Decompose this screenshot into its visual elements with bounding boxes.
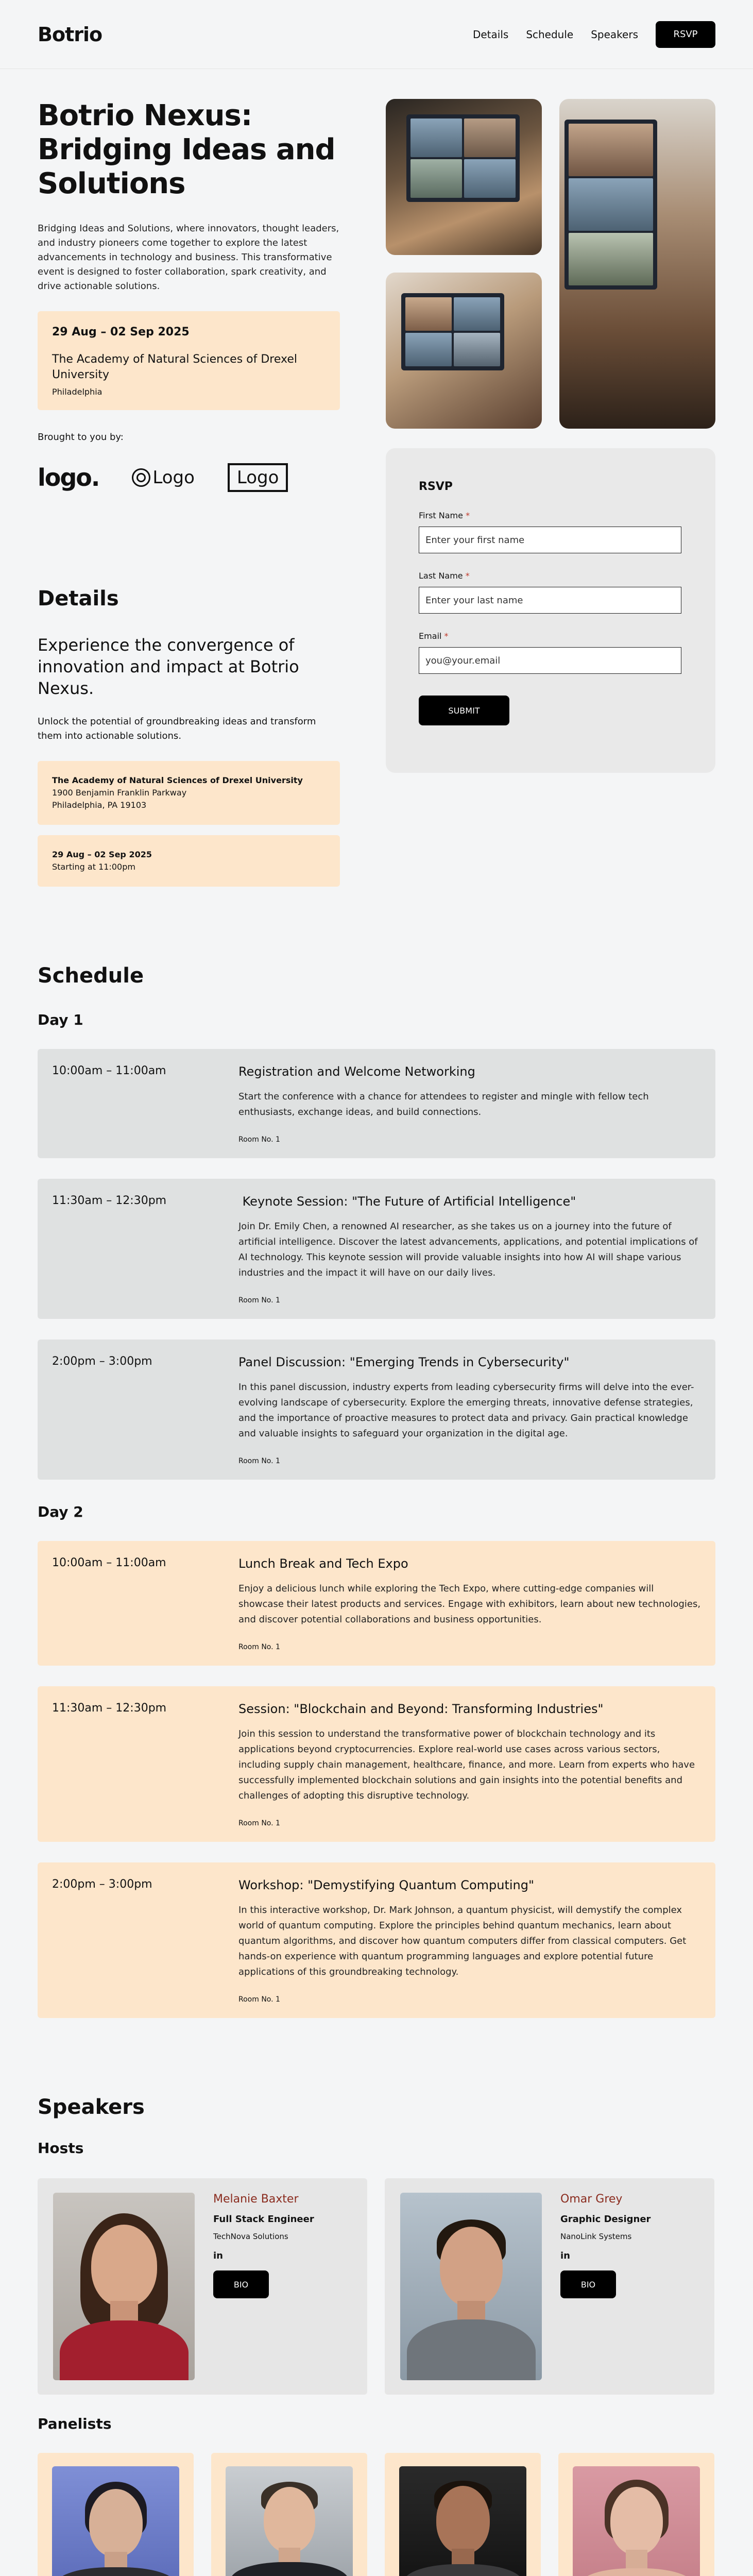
email-label: Email * [419, 631, 449, 641]
schedule-section [0, 964, 753, 2018]
schedule-session [38, 1686, 715, 1842]
session-time: 2:00pm – 3:00pm [52, 1878, 152, 1891]
email-input[interactable] [419, 647, 681, 674]
main-nav [473, 21, 715, 48]
schedule-session [38, 1862, 715, 2018]
speaker-name[interactable]: Omar Grey [560, 2193, 623, 2206]
session-time: 10:00am – 11:00am [52, 1556, 166, 1569]
hosts-title: Hosts [38, 2140, 84, 2157]
panelist-card [38, 2453, 194, 2576]
session-title: Registration and Welcome Networking [238, 1064, 475, 1079]
schedule-session [38, 1179, 715, 1319]
session-time: 11:30am – 12:30pm [52, 1702, 167, 1715]
venue-address-line-2: Philadelphia, PA 19103 [52, 800, 147, 810]
event-date-card [38, 311, 340, 410]
session-room: Room No. 1 [238, 1136, 280, 1144]
rsvp-form-title: RSVP [419, 480, 453, 493]
event-venue: The Academy of Natural Sciences of Drexel University [52, 353, 298, 381]
venue-address-line-1: 1900 Benjamin Franklin Parkway [52, 788, 187, 798]
session-title: Keynote Session: "The Future of Artificial Intelligence" [238, 1194, 576, 1209]
session-title: Workshop: "Demystifying Quantum Computing" [238, 1878, 535, 1892]
session-room: Room No. 1 [238, 1643, 280, 1651]
video-call-photo-1 [386, 99, 542, 255]
hero-right-column [386, 99, 715, 887]
video-call-photo-2 [386, 273, 542, 429]
sponsor-logo-3: Logo [228, 463, 288, 492]
venue-card [38, 761, 340, 825]
speaker-photo [573, 2466, 700, 2576]
session-room: Room No. 1 [238, 1819, 280, 1827]
brand-logo[interactable]: Botrio [38, 23, 102, 46]
speaker-photo [399, 2466, 526, 2576]
hosts-list [38, 2178, 715, 2395]
sponsor-logos [38, 463, 340, 492]
session-time: 10:00am – 11:00am [52, 1064, 166, 1077]
host-card [38, 2178, 367, 2395]
details-title: Details [38, 587, 119, 611]
nav-schedule-link[interactable]: Schedule [526, 28, 574, 41]
speaker-photo [400, 2193, 542, 2380]
session-title: Panel Discussion: "Emerging Trends in Cybersecurity" [238, 1355, 570, 1369]
venue-name: The Academy of Natural Sciences of Drexel University [52, 775, 303, 785]
session-room: Room No. 1 [238, 1457, 280, 1465]
panelist-card [558, 2453, 714, 2576]
event-city: Philadelphia [52, 387, 102, 397]
schedule-session [38, 1049, 715, 1158]
time-card [38, 835, 340, 887]
session-title: Lunch Break and Tech Expo [238, 1556, 408, 1571]
linkedin-icon[interactable]: in [213, 2250, 223, 2261]
day-2-title: Day 2 [38, 1503, 83, 1520]
session-time: 11:30am – 12:30pm [52, 1194, 167, 1207]
speakers-title: Speakers [38, 2095, 145, 2119]
session-room: Room No. 1 [238, 1296, 280, 1304]
schedule-title: Schedule [38, 964, 144, 988]
session-description: In this interactive workshop, Dr. Mark Johnson, a quantum physicist, will demystify the complex world of quantum computing. Explore the principles behind quantum mechanics, learn about quantum algorithms, and discover how quantum computers differ from classical computers. Get hands-on experience with quantum programming languages and explore potential future applications of this groundbreaking technology. [238, 1905, 687, 1977]
details-start-time: Starting at 11:00pm [52, 862, 135, 872]
panelist-card [385, 2453, 541, 2576]
hero-left-column [38, 99, 340, 887]
bio-button[interactable]: BIO [560, 2270, 616, 2298]
hero-title: Botrio Nexus: Bridging Ideas and Solutions [38, 99, 335, 200]
speaker-role: Full Stack Engineer [213, 2214, 314, 2225]
session-description: Join Dr. Emily Chen, a renowned AI researcher, as she takes us on a journey into the future of artificial intelligence. Discover the latest advancements, applications, and potential implications of AI technology. This keynote session will provide valuable insights into how AI will shape various industries and the impact it will have on our daily lives. [238, 1221, 698, 1278]
hero-section [0, 69, 753, 887]
bio-button[interactable]: BIO [213, 2270, 269, 2298]
panelist-card [211, 2453, 367, 2576]
details-lead: Experience the convergence of innovation and impact at Botrio Nexus. [38, 635, 299, 698]
session-title: Session: "Blockchain and Beyond: Transforming Industries" [238, 1702, 604, 1716]
linkedin-icon[interactable]: in [560, 2250, 570, 2261]
last-name-input[interactable] [419, 587, 681, 614]
nav-speakers-link[interactable]: Speakers [591, 28, 638, 41]
panelists-list [38, 2453, 715, 2576]
sponsor-logo-2: Logo [132, 467, 195, 488]
event-date: 29 Aug – 02 Sep 2025 [52, 326, 190, 338]
header-rsvp-button[interactable]: RSVP [656, 21, 715, 48]
panelists-title: Panelists [38, 2415, 112, 2432]
speaker-company: NanoLink Systems [560, 2232, 632, 2241]
speaker-photo [226, 2466, 353, 2576]
hero-description: Bridging Ideas and Solutions, where innovators, thought leaders, and industry pioneers come together to explore the latest advancements in technology and business. This transformative event is designed to foster collaboration, spark creativity, and drive actionable solutions. [38, 223, 339, 292]
photo-gallery [386, 99, 715, 429]
session-description: Join this session to understand the transformative power of blockchain technology and its applications beyond cryptocurrencies. Explore real-world use cases across various sectors, including supply chain management, healthcare, finance, and more. Learn from experts who have successfully implemented blockchain solutions and gain insights into the potential benefits and challenges of adopting this disruptive technology. [238, 1728, 695, 1801]
circle-logo-icon [132, 468, 150, 487]
speaker-name[interactable]: Melanie Baxter [213, 2193, 299, 2206]
last-name-label: Last Name * [419, 571, 470, 581]
session-room: Room No. 1 [238, 1995, 280, 2004]
details-date: 29 Aug – 02 Sep 2025 [52, 850, 152, 859]
speaker-photo [53, 2193, 195, 2380]
sponsor-logo-1: logo. [38, 464, 99, 492]
session-description: In this panel discussion, industry experts from leading cybersecurity firms will delve into the ever-evolving landscape of cybersecurity. Explore the emerging threats, innovative defense strategies, and the importance of proactive measures to protect data and privacy. Gain practical knowledge and valuable insights to safeguard your organization in the digital age. [238, 1382, 694, 1439]
host-card [385, 2178, 714, 2395]
speaker-photo [52, 2466, 179, 2576]
session-description: Enjoy a delicious lunch while exploring the Tech Expo, where cutting-edge companies will showcase their latest products and services. Engage with exhibitors, learn about new technologies, and discover potential collaborations and business opportunities. [238, 1583, 701, 1625]
sponsors-label: Brought to you by: [38, 432, 124, 443]
nav-details-link[interactable]: Details [472, 28, 509, 41]
session-time: 2:00pm – 3:00pm [52, 1355, 152, 1368]
speaker-role: Graphic Designer [560, 2214, 651, 2225]
day-1-title: Day 1 [38, 1011, 83, 1028]
rsvp-form [386, 448, 715, 773]
video-call-photo-3 [559, 99, 715, 429]
speaker-company: TechNova Solutions [213, 2232, 288, 2241]
schedule-session [38, 1340, 715, 1480]
session-description: Start the conference with a chance for attendees to register and mingle with fellow tech enthusiasts, exchange ideas, and build connections. [238, 1091, 649, 1117]
speakers-section [0, 2095, 753, 2576]
details-subtext: Unlock the potential of groundbreaking ideas and transform them into actionable solutions. [38, 716, 316, 741]
first-name-label: First Name * [419, 511, 470, 520]
submit-button[interactable]: SUBMIT [419, 696, 509, 725]
first-name-input[interactable] [419, 527, 681, 553]
site-header [0, 0, 753, 69]
schedule-session [38, 1541, 715, 1666]
